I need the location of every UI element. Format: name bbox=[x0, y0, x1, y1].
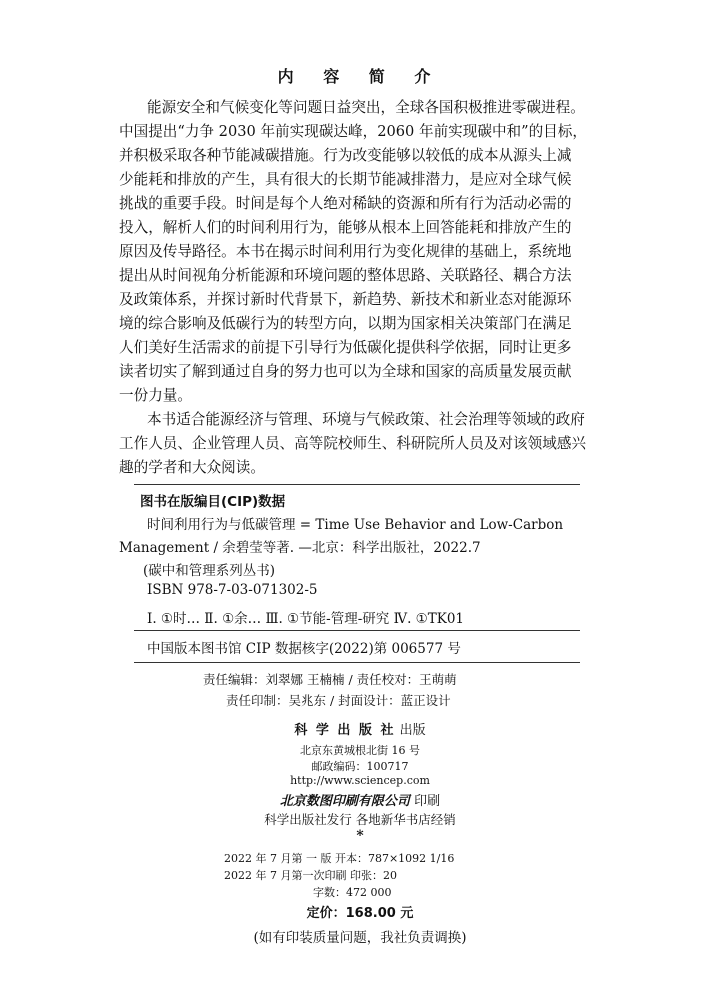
cip-middle-divider bbox=[134, 630, 580, 631]
summary-line: 及政策体系，并探讨新时代背景下，新趋势、新技术和新业态对能源环 bbox=[119, 291, 572, 308]
summary-line: 人们美好生活需求的前提下引导行为低碳化提供科学依据，同时让更多 bbox=[119, 339, 572, 356]
printer-logo-text: 北京数图印刷有限公司 bbox=[279, 794, 410, 809]
cip-author-line: Management / 余碧莹等著. —北京：科学出版社，2022.7 bbox=[119, 540, 481, 556]
cip-top-divider bbox=[134, 484, 580, 485]
word-count: 字数：472 000 bbox=[313, 886, 392, 899]
summary-line: 投入，解析人们的时间利用行为，能够从根本上回答能耗和排放产生的 bbox=[119, 219, 572, 236]
edition-info: 2022 年 7 月第 一 版 开本：787×1092 1/16 bbox=[224, 852, 455, 865]
quality-notice: (如有印装质量问题，我社负责调换) bbox=[253, 930, 467, 946]
summary-line: 工作人员、企业管理人员、高等院校师生、科研院所人员及对该领域感兴 bbox=[119, 435, 587, 452]
publisher-line bbox=[0, 719, 720, 738]
cip-catalog-number: 中国版本图书馆 CIP 数据核字(2022)第 006577 号 bbox=[147, 641, 461, 657]
cip-heading: 图书在版编目(CIP)数据 bbox=[140, 494, 286, 510]
summary-line: 读者切实了解到通过自身的努力也可以为全球和国家的高质量发展贡献 bbox=[119, 363, 572, 380]
price: 定价：168.00 元 bbox=[306, 906, 414, 921]
summary-line: 提出从时间视角分析能源和环境问题的整体思路、关联路径、耦合方法 bbox=[119, 267, 572, 284]
publisher-suffix: 出版 bbox=[399, 723, 426, 738]
summary-line: 挑战的重要手段。时间是每个人绝对稀缺的资源和所有行为活动必需的 bbox=[119, 195, 572, 212]
summary-line: 并积极采取各种节能减碳措施。行为改变能够以较低的成本从源头上减 bbox=[119, 147, 572, 164]
summary-line: 中国提出“力争 2030 年前实现碳达峰，2060 年前实现碳中和”的目标， bbox=[119, 123, 587, 140]
summary-line: 能源安全和气候变化等问题日益突出，全球各国积极推进零碳进程。 bbox=[147, 99, 585, 116]
impression-info: 2022 年 7 月第一次印刷 印张：20 bbox=[224, 869, 397, 882]
publisher-logo-text: 科 学 出 版 社 bbox=[294, 723, 396, 738]
responsible-editors: 责任编辑：刘翠娜 王楠楠 / 责任校对：王萌萌 bbox=[203, 672, 457, 687]
printer-line bbox=[0, 790, 720, 809]
printer-suffix: 印刷 bbox=[414, 794, 441, 809]
cip-classification: Ⅰ. ①时… Ⅱ. ①余… Ⅲ. ①节能-管理-研究 Ⅳ. ①TK01 bbox=[147, 611, 465, 627]
summary-line: 境的综合影响及低碳行为的转型方向，以期为国家相关决策部门在满足 bbox=[119, 315, 572, 332]
cip-bottom-divider bbox=[134, 662, 580, 663]
publisher-postcode: 邮政编码：100717 bbox=[311, 760, 409, 773]
summary-line: 一份力量。 bbox=[119, 387, 192, 404]
cip-isbn: ISBN 978-7-03-071302-5 bbox=[147, 582, 318, 598]
summary-line: 原因及传导路径。本书在揭示时间利用行为变化规律的基础上，系统地 bbox=[119, 243, 572, 260]
publisher-website: http://www.sciencep.com bbox=[290, 774, 430, 787]
cip-series: (碳中和管理系列丛书) bbox=[143, 563, 276, 579]
summary-line: 本书适合能源经济与管理、环境与气候政策、社会治理等领域的政府 bbox=[147, 411, 585, 428]
cip-title-line: 时间利用行为与低碳管理 = Time Use Behavior and Low-Carbon bbox=[147, 517, 564, 533]
distribution-line: 科学出版社发行 各地新华书店经销 bbox=[264, 812, 456, 827]
summary-line: 趣的学者和大众阅读。 bbox=[119, 459, 265, 476]
page-title: 内 容 简 介 bbox=[277, 67, 443, 86]
responsible-printing-design: 责任印制：吴兆东 / 封面设计：蓝正设计 bbox=[226, 693, 451, 708]
summary-line: 少能耗和排放的产生，具有很大的长期节能减排潜力，是应对全球气候 bbox=[119, 171, 572, 188]
publisher-address: 北京东黄城根北街 16 号 bbox=[300, 744, 420, 757]
separator-star: * bbox=[356, 828, 364, 844]
